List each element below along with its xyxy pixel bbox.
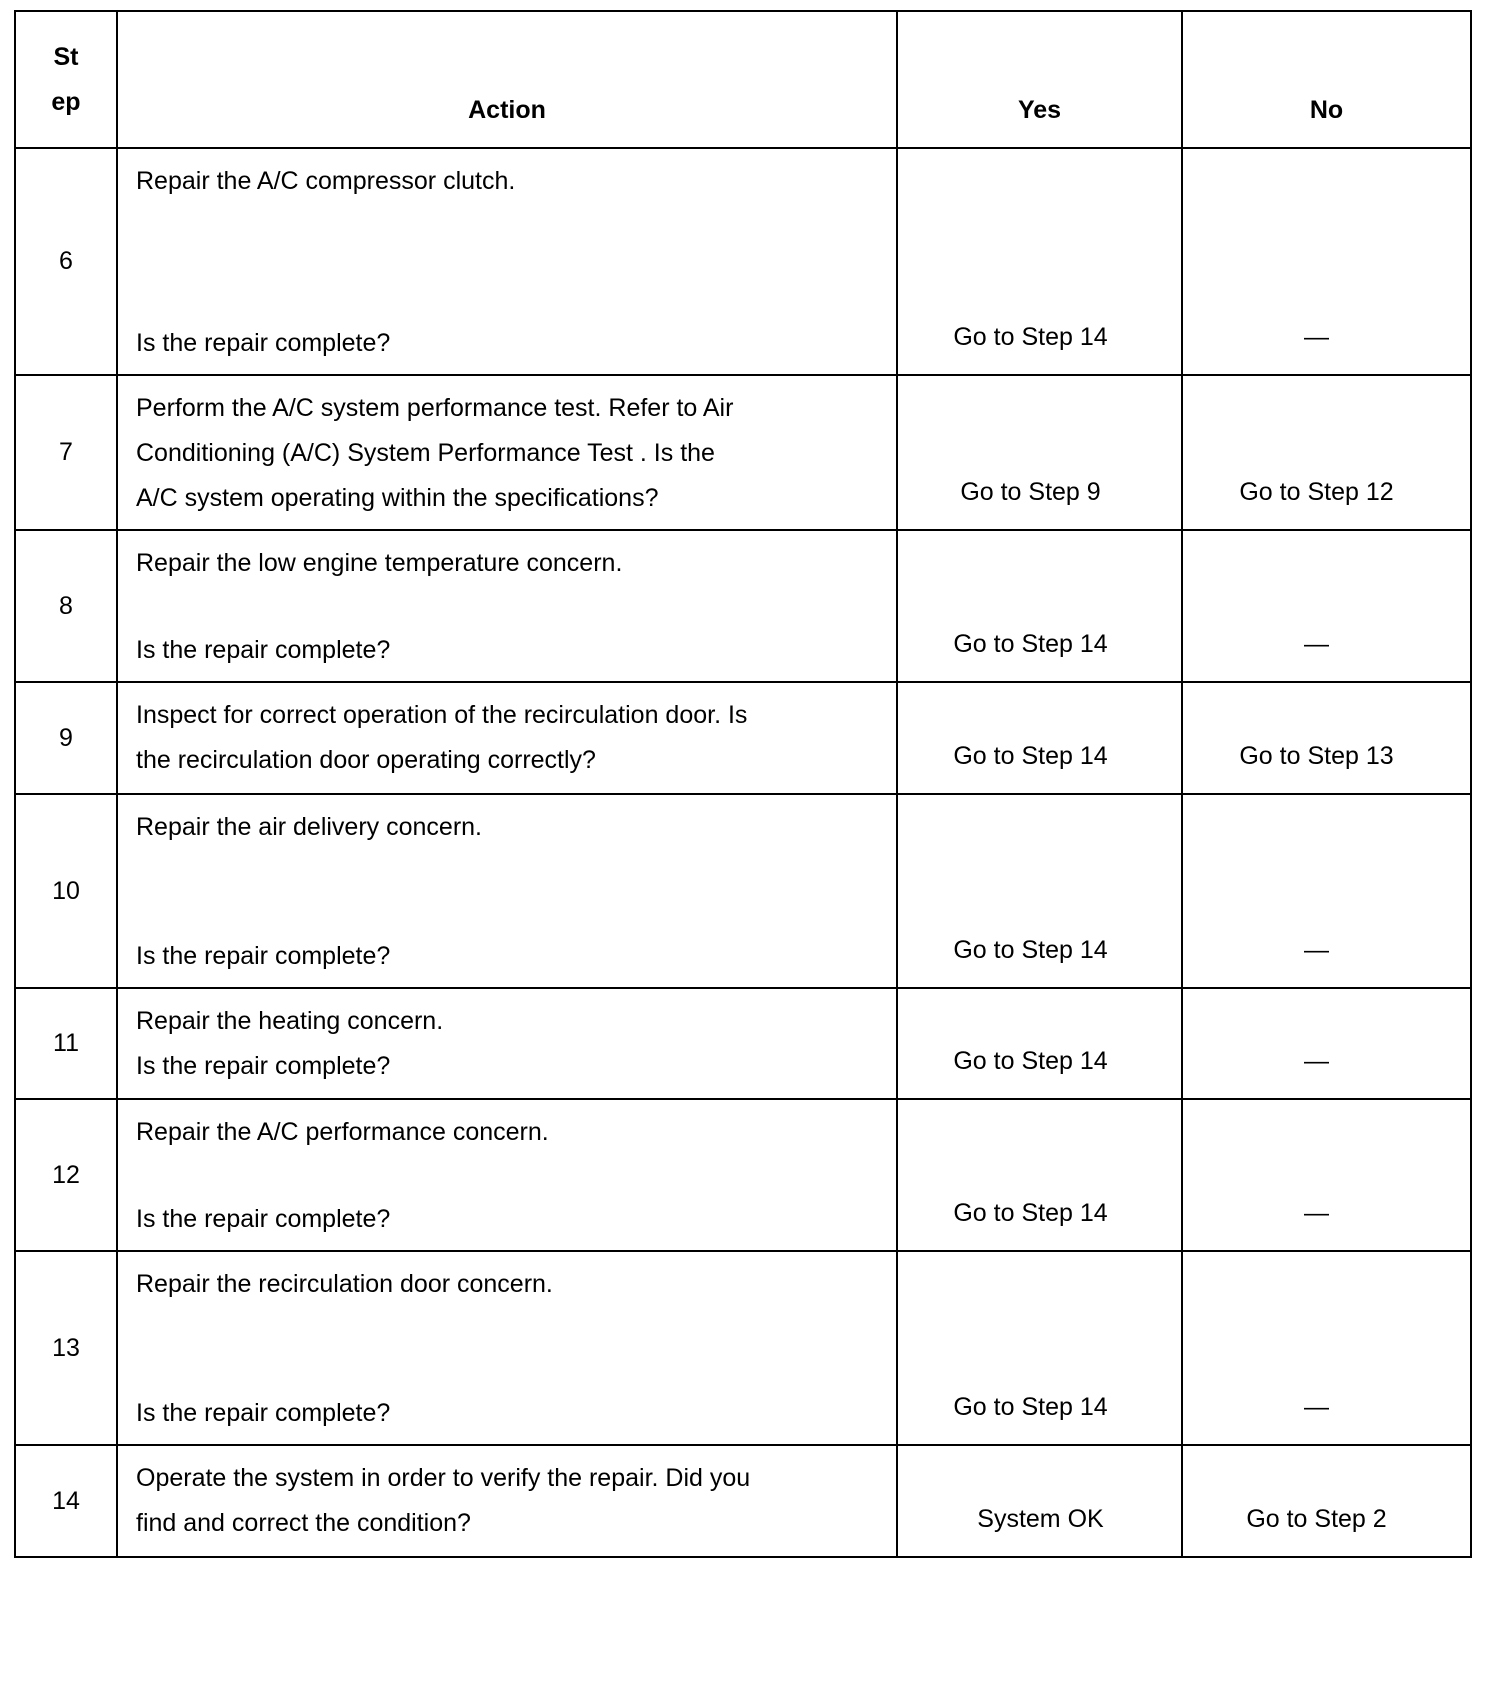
step-number: 8 [15, 530, 117, 682]
table-header-row [15, 11, 1471, 148]
table-row [15, 988, 1471, 1099]
header-step [15, 11, 117, 148]
no-cell: — [1182, 148, 1471, 375]
no-cell: — [1182, 1099, 1471, 1251]
yes-cell: Go to Step 14 [897, 682, 1182, 794]
action-instruction: Repair the air delivery concern. [136, 813, 482, 841]
step-number: 7 [15, 375, 117, 530]
no-cell: Go to Step 2 [1182, 1445, 1471, 1557]
action-cell [117, 148, 897, 375]
action-line: the recirculation door operating correctly? [136, 746, 596, 774]
step-number: 9 [15, 682, 117, 794]
action-line: Repair the heating concern. [136, 1007, 444, 1035]
table-row [15, 375, 1471, 530]
no-cell: — [1182, 1251, 1471, 1445]
step-number: 14 [15, 1445, 117, 1557]
no-cell: — [1182, 988, 1471, 1099]
yes-cell: Go to Step 14 [897, 1251, 1182, 1445]
yes-cell: Go to Step 14 [897, 530, 1182, 682]
action-line: Perform the A/C system performance test. Refer to Air [136, 394, 734, 422]
action-line: Inspect for correct operation of the recirculation door. Is [136, 701, 748, 729]
action-content [136, 1262, 880, 1436]
yes-cell: Go to Step 14 [897, 988, 1182, 1099]
action-line: Is the repair complete? [136, 1052, 391, 1080]
step-number: 12 [15, 1099, 117, 1251]
action-content [136, 159, 880, 366]
table-row [15, 682, 1471, 794]
action-question: Is the repair complete? [136, 636, 391, 664]
no-cell: Go to Step 12 [1182, 375, 1471, 530]
action-content [136, 541, 880, 673]
action-cell [117, 1099, 897, 1251]
no-cell: Go to Step 13 [1182, 682, 1471, 794]
action-instruction: Repair the low engine temperature concern. [136, 549, 623, 577]
action-question: Is the repair complete? [136, 942, 391, 970]
action-cell [117, 794, 897, 988]
step-number: 13 [15, 1251, 117, 1445]
action-cell [117, 375, 897, 530]
table-row [15, 794, 1471, 988]
table-row [15, 1445, 1471, 1557]
action-question: Is the repair complete? [136, 329, 391, 357]
header-step-line-2: ep [51, 87, 81, 116]
action-cell [117, 1445, 897, 1557]
yes-cell: Go to Step 9 [897, 375, 1182, 530]
step-number: 10 [15, 794, 117, 988]
yes-cell: System OK [897, 1445, 1182, 1557]
action-content [136, 1110, 880, 1242]
header-action: Action [117, 11, 897, 148]
action-line: A/C system operating within the specifications? [136, 484, 659, 512]
yes-cell: Go to Step 14 [897, 1099, 1182, 1251]
header-step-line-1: St [53, 42, 79, 71]
no-cell: — [1182, 794, 1471, 988]
action-cell [117, 682, 897, 794]
action-cell [117, 1251, 897, 1445]
action-instruction: Repair the recirculation door concern. [136, 1270, 553, 1298]
table-row [15, 1251, 1471, 1445]
step-number: 11 [15, 988, 117, 1099]
yes-cell: Go to Step 14 [897, 148, 1182, 375]
header-yes: Yes [897, 11, 1182, 148]
header-no: No [1182, 11, 1471, 148]
step-number: 6 [15, 148, 117, 375]
action-cell [117, 988, 897, 1099]
action-line: Conditioning (A/C) System Performance Test . Is the [136, 439, 715, 467]
diagnostic-steps-table [14, 10, 1472, 1558]
action-content [136, 805, 880, 979]
action-instruction: Repair the A/C performance concern. [136, 1118, 549, 1146]
table-row [15, 530, 1471, 682]
action-question: Is the repair complete? [136, 1205, 391, 1233]
table-row [15, 148, 1471, 375]
action-instruction: Repair the A/C compressor clutch. [136, 167, 516, 195]
action-line: Operate the system in order to verify the repair. Did you [136, 1464, 751, 1492]
table-row [15, 1099, 1471, 1251]
action-cell [117, 530, 897, 682]
yes-cell: Go to Step 14 [897, 794, 1182, 988]
action-line: find and correct the condition? [136, 1509, 471, 1537]
action-question: Is the repair complete? [136, 1399, 391, 1427]
no-cell: — [1182, 530, 1471, 682]
